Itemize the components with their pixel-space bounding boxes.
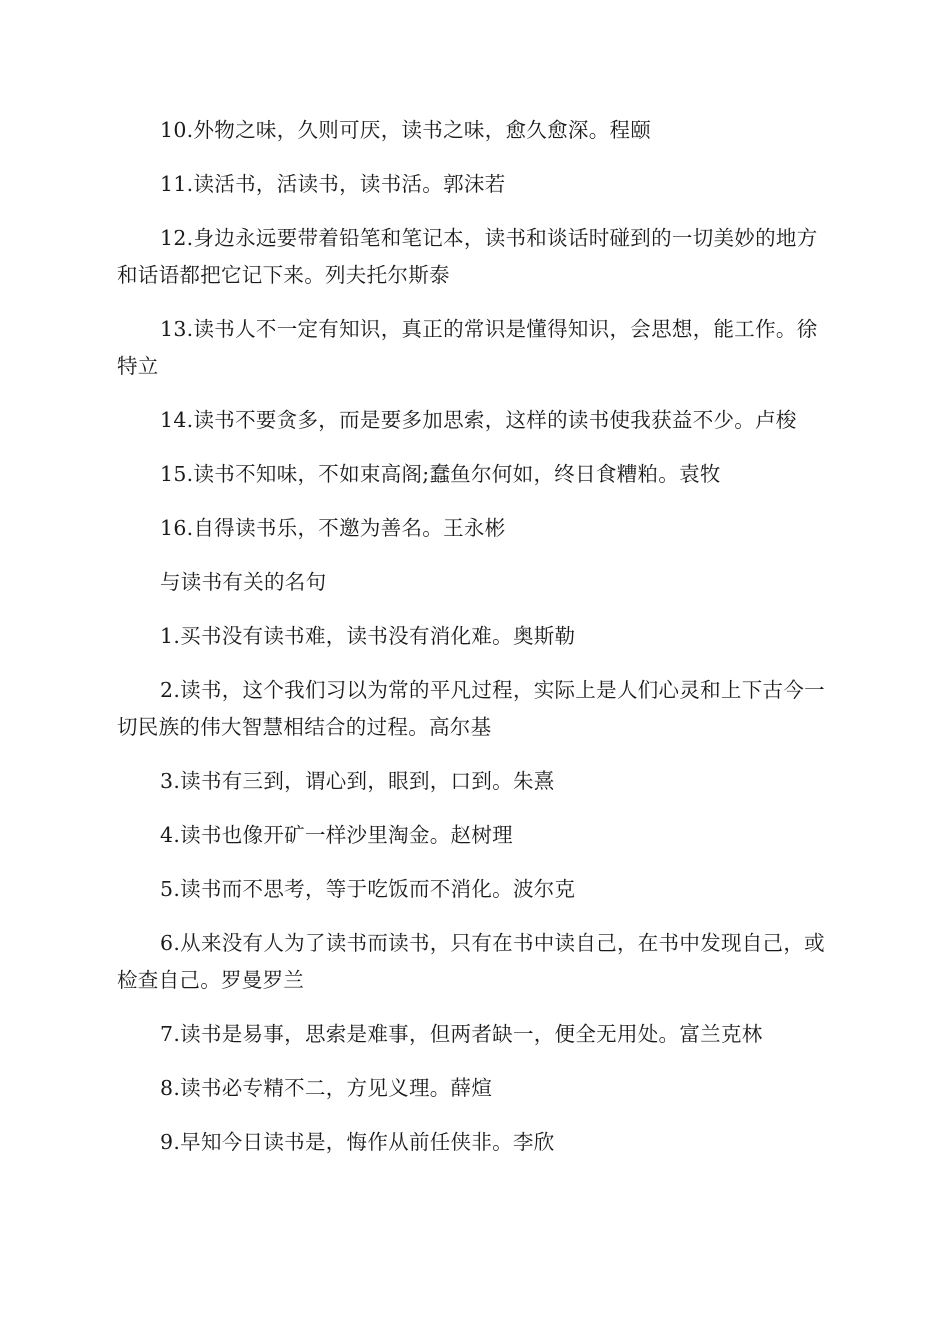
quote-8: 8.读书必专精不二，方见义理。薛煊 [160,1076,493,1100]
document-body [117,112,835,1178]
quote-12: 12.身边永远要带着铅笔和笔记本，读书和谈话时碰到的一切美妙的地方和话语都把它记下来。列夫托尔斯泰 [117,226,818,287]
quote-14: 14.读书不要贪多，而是要多加思索，这样的读书使我获益不少。卢梭 [160,408,797,432]
quote-5: 5.读书而不思考，等于吃饭而不消化。波尔克 [160,877,576,901]
quote-10: 10.外物之味，久则可厌，读书之味，愈久愈深。程颐 [160,118,652,142]
quote-13: 13.读书人不一定有知识，真正的常识是懂得知识，会思想，能工作。徐特立 [117,317,818,378]
quote-7: 7.读书是易事，思索是难事，但两者缺一，便全无用处。富兰克林 [160,1022,763,1046]
quote-16: 16.自得读书乐，不邀为善名。王永彬 [160,516,506,540]
quote-6: 6.从来没有人为了读书而读书，只有在书中读自己，在书中发现自己，或检查自己。罗曼罗兰 [117,931,825,992]
quote-1: 1.买书没有读书难，读书没有消化难。奥斯勒 [160,624,576,648]
quote-15: 15.读书不知味，不如束高阁;蠢鱼尔何如，终日食糟粕。袁牧 [160,462,721,486]
quote-9: 9.早知今日读书是，悔作从前任侠非。李欣 [160,1130,555,1154]
quote-11: 11.读活书，活读书，读书活。郭沫若 [160,172,506,196]
quote-4: 4.读书也像开矿一样沙里淘金。赵树理 [160,823,513,847]
quote-2: 2.读书，这个我们习以为常的平凡过程，实际上是人们心灵和上下古今一切民族的伟大智慧相结合的过程。高尔基 [117,678,825,739]
quote-3: 3.读书有三到，谓心到，眼到，口到。朱熹 [160,769,555,793]
section-heading: 与读书有关的名句 [160,570,327,594]
